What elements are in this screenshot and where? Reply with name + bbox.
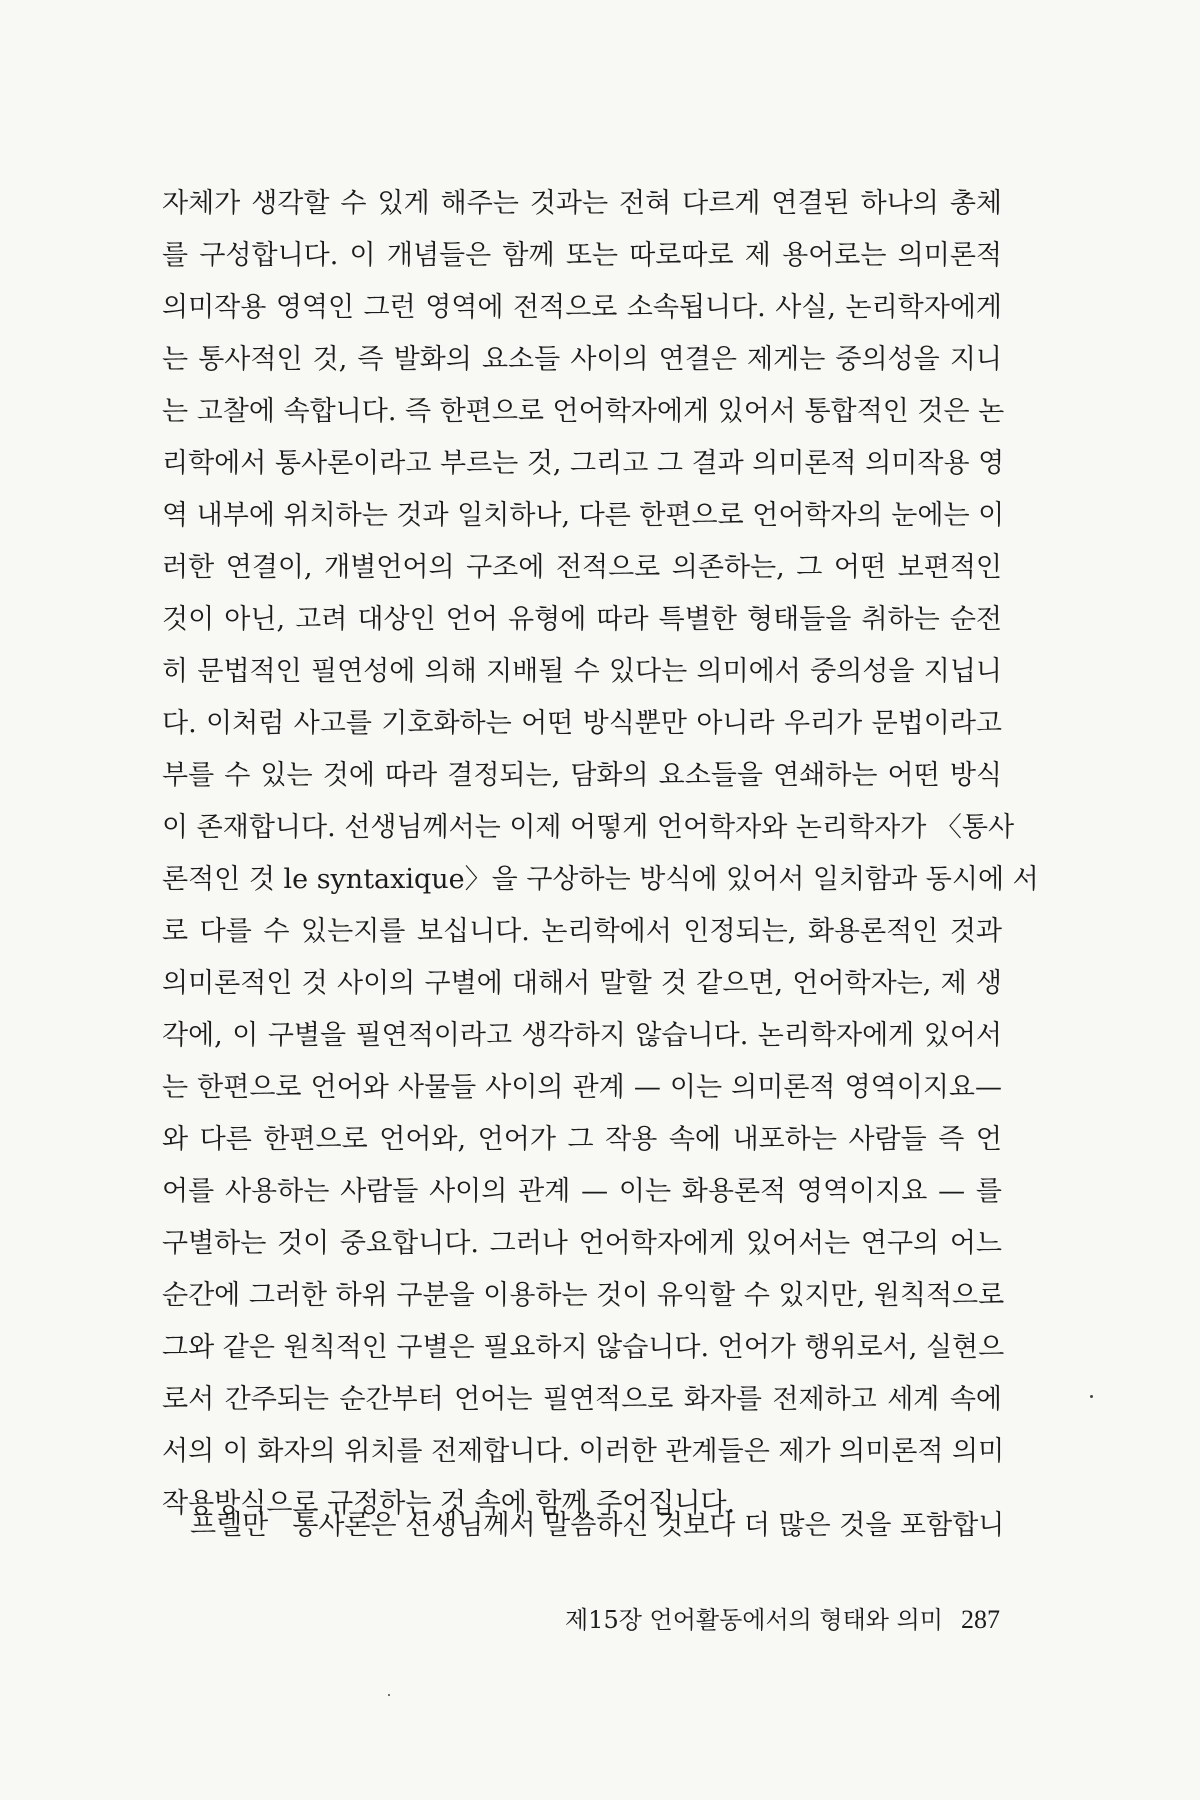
text-line: 역 내부에 위치하는 것과 일치하나, 다른 한편으로 언어학자의 눈에는 이 <box>162 500 1005 531</box>
text-line: 와 다른 한편으로 언어와, 언어가 그 작용 속에 내포하는 사람들 즉 언 <box>162 1124 1002 1155</box>
text-line: 그와 같은 원칙적인 구별은 필요하지 않습니다. 언어가 행위로서, 실현으 <box>162 1332 1005 1363</box>
dialogue-paragraph <box>190 1500 1005 1552</box>
text-line: 러한 연결이, 개별언어의 구조에 전적으로 의존하는, 그 어떤 보편적인 <box>162 552 1002 583</box>
text-line: 순간에 그러한 하위 구분을 이용하는 것이 유익할 수 있지만, 원칙적으로 <box>162 1280 1005 1311</box>
speaker-name: 프렐만 <box>190 1510 269 1541</box>
text-line: 각에, 이 구별을 필연적이라고 생각하지 않습니다. 논리학자에게 있어서 <box>162 1020 1002 1051</box>
text-line: 는 통사적인 것, 즉 발화의 요소들 사이의 연결은 제게는 중의성을 지니 <box>162 344 1002 375</box>
text-line: 론적인 것 le syntaxique〉을 구상하는 방식에 있어서 일치함과 동시에 서 <box>162 864 1039 895</box>
text-line: 것이 아닌, 고려 대상인 언어 유형에 따라 특별한 형태들을 취하는 순전 <box>162 604 1002 635</box>
text-line: 다. 이처럼 사고를 기호화하는 어떤 방식뿐만 아니라 우리가 문법이라고 <box>162 708 1002 739</box>
text-line: 의미작용 영역인 그런 영역에 전적으로 소속됩니다. 사실, 논리학자에게 <box>162 292 1002 323</box>
text-line: 의미론적인 것 사이의 구별에 대해서 말할 것 같으면, 언어학자는, 제 생 <box>162 968 1002 999</box>
text-line: 구별하는 것이 중요합니다. 그러나 언어학자에게 있어서는 연구의 어느 <box>162 1228 1002 1259</box>
text-line: 부를 수 있는 것에 따라 결정되는, 담화의 요소들을 연쇄하는 어떤 방식 <box>162 760 1002 791</box>
text-line: 로서 간주되는 순간부터 언어는 필연적으로 화자를 전제하고 세계 속에 <box>162 1384 1002 1415</box>
text-line: 는 고찰에 속합니다. 즉 한편으로 언어학자에게 있어서 통합적인 것은 논 <box>162 396 1005 427</box>
dialogue-text: 통사론은 선생님께서 말씀하신 것보다 더 많은 것을 포함합니 <box>292 1510 1005 1541</box>
scan-speck <box>388 1694 390 1696</box>
running-title: 제15장 언어활동에서의 형태와 의미 <box>564 1606 943 1634</box>
page-number: 287 <box>961 1605 1000 1634</box>
text-line: 는 한편으로 언어와 사물들 사이의 관계 — 이는 의미론적 영역이지요— <box>162 1072 1002 1103</box>
page-footer <box>500 1600 1000 1640</box>
text-line: 를 구성합니다. 이 개념들은 함께 또는 따로따로 제 용어로는 의미론적 <box>162 240 1002 271</box>
text-line: 히 문법적인 필연성에 의해 지배될 수 있다는 의미에서 중의성을 지닙니 <box>162 656 1002 687</box>
text-line: 자체가 생각할 수 있게 해주는 것과는 전혀 다르게 연결된 하나의 총체 <box>162 188 1002 219</box>
text-line: 리학에서 통사론이라고 부르는 것, 그리고 그 결과 의미론적 의미작용 영 <box>162 448 1005 479</box>
text-line: 어를 사용하는 사람들 사이의 관계 — 이는 화용론적 영역이지요 — 를 <box>162 1176 1002 1207</box>
text-line: 작용방식으로 규정하는 것 속에 함께 주어집니다. <box>162 1488 736 1519</box>
text-line: 서의 이 화자의 위치를 전제합니다. 이러한 관계들은 제가 의미론적 의미 <box>162 1436 1005 1467</box>
main-paragraph <box>162 178 1039 1530</box>
text-line: 로 다를 수 있는지를 보십니다. 논리학에서 인정되는, 화용론적인 것과 <box>162 916 1002 947</box>
scan-speck <box>1090 1395 1093 1398</box>
text-line: 이 존재합니다. 선생님께서는 이제 어떻게 언어학자와 논리학자가 〈통사 <box>162 812 1015 843</box>
